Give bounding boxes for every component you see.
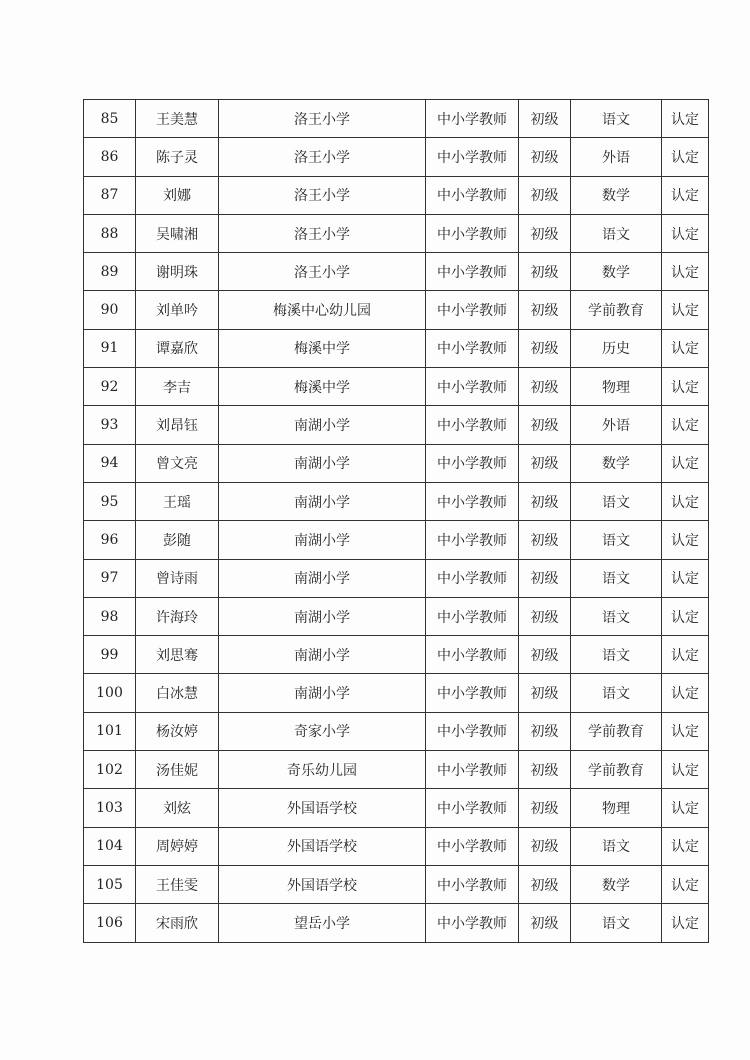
subject-cell: 语文	[571, 904, 662, 942]
school-name-cell: 奇家小学	[219, 712, 426, 750]
school-name-cell: 洛王小学	[219, 138, 426, 176]
level-cell: 初级	[519, 559, 571, 597]
result-cell: 认定	[662, 674, 709, 712]
subject-cell: 学前教育	[571, 712, 662, 750]
level-cell: 初级	[519, 253, 571, 291]
table-row	[84, 253, 709, 291]
certificate-type-cell: 中小学教师	[426, 597, 519, 635]
row-number-cell: 88	[84, 214, 136, 252]
result-cell: 认定	[662, 253, 709, 291]
table-row	[84, 138, 709, 176]
certificate-type-cell: 中小学教师	[426, 253, 519, 291]
table-row	[84, 368, 709, 406]
teacher-name-cell: 李吉	[136, 368, 219, 406]
level-cell: 初级	[519, 712, 571, 750]
table-row	[84, 482, 709, 520]
table-row	[84, 291, 709, 329]
teacher-name-cell: 汤佳妮	[136, 751, 219, 789]
level-cell: 初级	[519, 827, 571, 865]
subject-cell: 语文	[571, 636, 662, 674]
school-name-cell: 南湖小学	[219, 597, 426, 635]
subject-cell: 数学	[571, 176, 662, 214]
result-cell: 认定	[662, 406, 709, 444]
table-row	[84, 214, 709, 252]
subject-cell: 学前教育	[571, 291, 662, 329]
school-name-cell: 梅溪中学	[219, 368, 426, 406]
teacher-qualification-table	[83, 99, 709, 943]
row-number-cell: 92	[84, 368, 136, 406]
certificate-type-cell: 中小学教师	[426, 214, 519, 252]
teacher-name-cell: 王瑶	[136, 482, 219, 520]
certificate-type-cell: 中小学教师	[426, 712, 519, 750]
level-cell: 初级	[519, 291, 571, 329]
certificate-type-cell: 中小学教师	[426, 406, 519, 444]
level-cell: 初级	[519, 100, 571, 138]
certificate-type-cell: 中小学教师	[426, 521, 519, 559]
school-name-cell: 奇乐幼儿园	[219, 751, 426, 789]
subject-cell: 数学	[571, 253, 662, 291]
certificate-type-cell: 中小学教师	[426, 751, 519, 789]
level-cell: 初级	[519, 176, 571, 214]
subject-cell: 物理	[571, 789, 662, 827]
subject-cell: 语文	[571, 827, 662, 865]
row-number-cell: 103	[84, 789, 136, 827]
subject-cell: 外语	[571, 406, 662, 444]
subject-cell: 数学	[571, 865, 662, 903]
row-number-cell: 96	[84, 521, 136, 559]
teacher-name-cell: 王美慧	[136, 100, 219, 138]
teacher-name-cell: 许海玲	[136, 597, 219, 635]
subject-cell: 语文	[571, 482, 662, 520]
school-name-cell: 望岳小学	[219, 904, 426, 942]
teacher-name-cell: 刘炫	[136, 789, 219, 827]
table-row	[84, 827, 709, 865]
result-cell: 认定	[662, 904, 709, 942]
subject-cell: 语文	[571, 521, 662, 559]
teacher-name-cell: 刘昂钰	[136, 406, 219, 444]
table-row	[84, 329, 709, 367]
level-cell: 初级	[519, 521, 571, 559]
teacher-name-cell: 谢明珠	[136, 253, 219, 291]
result-cell: 认定	[662, 827, 709, 865]
table-row	[84, 597, 709, 635]
school-name-cell: 南湖小学	[219, 521, 426, 559]
row-number-cell: 101	[84, 712, 136, 750]
teacher-name-cell: 周婷婷	[136, 827, 219, 865]
table-row	[84, 674, 709, 712]
result-cell: 认定	[662, 368, 709, 406]
subject-cell: 物理	[571, 368, 662, 406]
level-cell: 初级	[519, 482, 571, 520]
school-name-cell: 洛王小学	[219, 214, 426, 252]
row-number-cell: 99	[84, 636, 136, 674]
level-cell: 初级	[519, 751, 571, 789]
result-cell: 认定	[662, 751, 709, 789]
table-row	[84, 176, 709, 214]
teacher-name-cell: 刘思骞	[136, 636, 219, 674]
teacher-name-cell: 刘娜	[136, 176, 219, 214]
level-cell: 初级	[519, 597, 571, 635]
row-number-cell: 106	[84, 904, 136, 942]
table-row	[84, 904, 709, 942]
subject-cell: 历史	[571, 329, 662, 367]
school-name-cell: 洛王小学	[219, 176, 426, 214]
certificate-type-cell: 中小学教师	[426, 176, 519, 214]
school-name-cell: 梅溪中学	[219, 329, 426, 367]
certificate-type-cell: 中小学教师	[426, 674, 519, 712]
school-name-cell: 南湖小学	[219, 444, 426, 482]
row-number-cell: 86	[84, 138, 136, 176]
level-cell: 初级	[519, 368, 571, 406]
row-number-cell: 89	[84, 253, 136, 291]
row-number-cell: 87	[84, 176, 136, 214]
certificate-type-cell: 中小学教师	[426, 789, 519, 827]
certificate-type-cell: 中小学教师	[426, 444, 519, 482]
teacher-name-cell: 彭随	[136, 521, 219, 559]
subject-cell: 语文	[571, 597, 662, 635]
subject-cell: 语文	[571, 100, 662, 138]
school-name-cell: 外国语学校	[219, 789, 426, 827]
certificate-type-cell: 中小学教师	[426, 100, 519, 138]
certificate-type-cell: 中小学教师	[426, 138, 519, 176]
level-cell: 初级	[519, 138, 571, 176]
level-cell: 初级	[519, 904, 571, 942]
school-name-cell: 南湖小学	[219, 636, 426, 674]
result-cell: 认定	[662, 176, 709, 214]
certificate-type-cell: 中小学教师	[426, 368, 519, 406]
result-cell: 认定	[662, 329, 709, 367]
table-row	[84, 406, 709, 444]
teacher-name-cell: 陈子灵	[136, 138, 219, 176]
result-cell: 认定	[662, 712, 709, 750]
school-name-cell: 南湖小学	[219, 674, 426, 712]
school-name-cell: 外国语学校	[219, 827, 426, 865]
level-cell: 初级	[519, 406, 571, 444]
level-cell: 初级	[519, 865, 571, 903]
result-cell: 认定	[662, 636, 709, 674]
school-name-cell: 南湖小学	[219, 559, 426, 597]
certificate-type-cell: 中小学教师	[426, 636, 519, 674]
teacher-name-cell: 曾文亮	[136, 444, 219, 482]
level-cell: 初级	[519, 214, 571, 252]
level-cell: 初级	[519, 329, 571, 367]
row-number-cell: 104	[84, 827, 136, 865]
table-row	[84, 521, 709, 559]
result-cell: 认定	[662, 559, 709, 597]
result-cell: 认定	[662, 482, 709, 520]
school-name-cell: 梅溪中心幼儿园	[219, 291, 426, 329]
row-number-cell: 98	[84, 597, 136, 635]
school-name-cell: 洛王小学	[219, 253, 426, 291]
result-cell: 认定	[662, 444, 709, 482]
certificate-type-cell: 中小学教师	[426, 827, 519, 865]
table-row	[84, 559, 709, 597]
level-cell: 初级	[519, 636, 571, 674]
certificate-type-cell: 中小学教师	[426, 291, 519, 329]
subject-cell: 学前教育	[571, 751, 662, 789]
table-row	[84, 751, 709, 789]
result-cell: 认定	[662, 789, 709, 827]
school-name-cell: 南湖小学	[219, 482, 426, 520]
level-cell: 初级	[519, 674, 571, 712]
teacher-name-cell: 杨汝婷	[136, 712, 219, 750]
teacher-name-cell: 白冰慧	[136, 674, 219, 712]
certificate-type-cell: 中小学教师	[426, 904, 519, 942]
level-cell: 初级	[519, 444, 571, 482]
row-number-cell: 93	[84, 406, 136, 444]
teacher-name-cell: 刘单吟	[136, 291, 219, 329]
teacher-name-cell: 宋雨欣	[136, 904, 219, 942]
row-number-cell: 91	[84, 329, 136, 367]
row-number-cell: 100	[84, 674, 136, 712]
certificate-type-cell: 中小学教师	[426, 329, 519, 367]
table-row	[84, 444, 709, 482]
certificate-type-cell: 中小学教师	[426, 482, 519, 520]
result-cell: 认定	[662, 138, 709, 176]
result-cell: 认定	[662, 291, 709, 329]
row-number-cell: 95	[84, 482, 136, 520]
table-body	[84, 100, 709, 943]
school-name-cell: 外国语学校	[219, 865, 426, 903]
table-row	[84, 865, 709, 903]
subject-cell: 语文	[571, 559, 662, 597]
teacher-name-cell: 曾诗雨	[136, 559, 219, 597]
level-cell: 初级	[519, 789, 571, 827]
row-number-cell: 105	[84, 865, 136, 903]
result-cell: 认定	[662, 597, 709, 635]
row-number-cell: 94	[84, 444, 136, 482]
school-name-cell: 洛王小学	[219, 100, 426, 138]
teacher-name-cell: 谭嘉欣	[136, 329, 219, 367]
result-cell: 认定	[662, 521, 709, 559]
row-number-cell: 97	[84, 559, 136, 597]
row-number-cell: 102	[84, 751, 136, 789]
subject-cell: 语文	[571, 674, 662, 712]
row-number-cell: 90	[84, 291, 136, 329]
certificate-type-cell: 中小学教师	[426, 865, 519, 903]
school-name-cell: 南湖小学	[219, 406, 426, 444]
table-row	[84, 100, 709, 138]
teacher-name-cell: 吴啸湘	[136, 214, 219, 252]
result-cell: 认定	[662, 100, 709, 138]
subject-cell: 外语	[571, 138, 662, 176]
table-row	[84, 789, 709, 827]
table-row	[84, 636, 709, 674]
row-number-cell: 85	[84, 100, 136, 138]
subject-cell: 数学	[571, 444, 662, 482]
certificate-type-cell: 中小学教师	[426, 559, 519, 597]
teacher-name-cell: 王佳雯	[136, 865, 219, 903]
result-cell: 认定	[662, 214, 709, 252]
subject-cell: 语文	[571, 214, 662, 252]
result-cell: 认定	[662, 865, 709, 903]
table-row	[84, 712, 709, 750]
